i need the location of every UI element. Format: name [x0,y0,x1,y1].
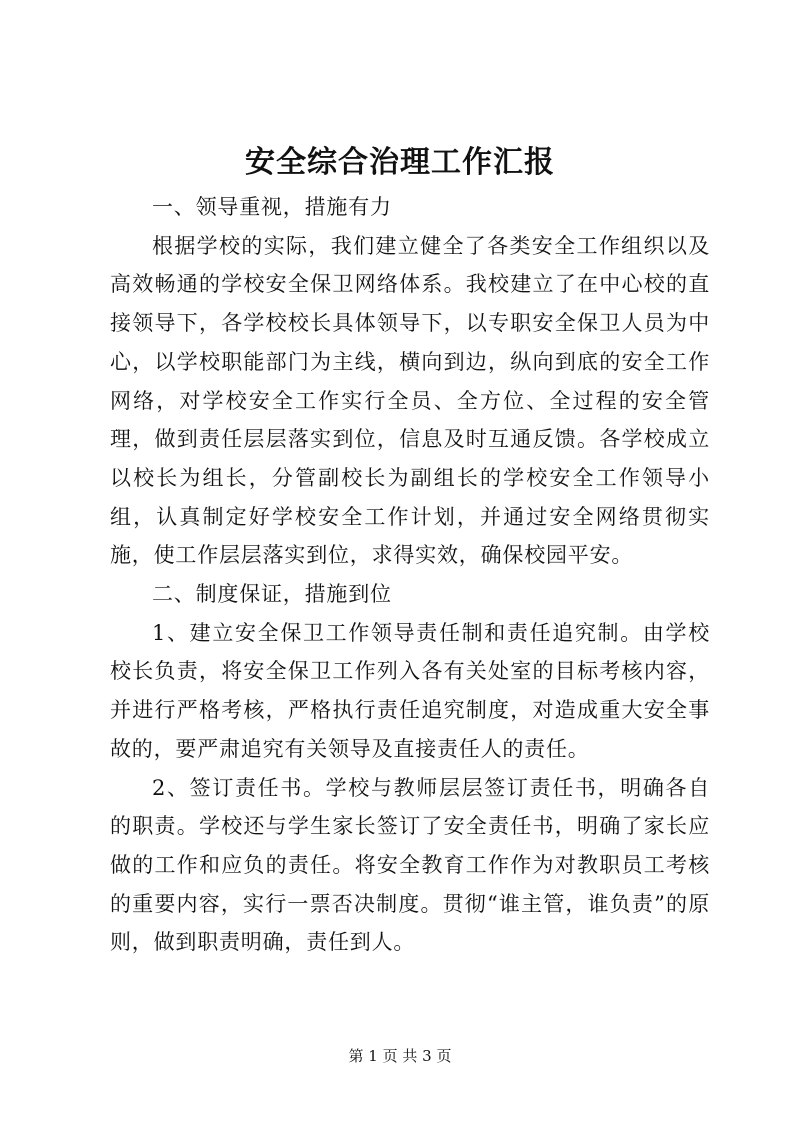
page-title: 安全综合治理工作汇报 [245,145,555,180]
heading-system-guarantee: 二、制度保证，措施到位 [152,582,392,607]
paragraph-organization: 根据学校的实际，我们建立健全了各类安全工作组织以及高效畅通的学校安全保卫网络体系。我校建立了在中心校的直接领导下，各学校校长具体领导下，以专职安全保卫人员为中心，以学校职能部门为主线，横向到边，纵向到底的安全工作网络，对学校安全工作实行全员、全方位、全过程的安全管理，做到责任层层落实到位，信息及时互通反馈。各学校成立以校长为组长，分管副校长为副组长的学校安全工作领导小组，认真制定好学校安全工作计划，并通过安全网络贯彻实施，使工作层层落实到位，求得实效，确保校园平安。 [110,233,710,568]
paragraph-responsibility-letter: 2、签订责任书。学校与教师层层签订责任书，明确各自的职责。学校还与学生家长签订了安全责任书，明确了家长应做的工作和应负的责任。将安全教育工作作为对教职员工考核的重要内容，实行一票否决制度。贯彻“谁主管，谁负责”的原则，做到职责明确，责任到人。 [110,775,710,955]
document-body [110,188,710,962]
paragraph-responsibility-system: 1、建立安全保卫工作领导责任制和责任追究制。由学校校长负责，将安全保卫工作列入各有关处室的目标考核内容，并进行严格考核，严格执行责任追究制度，对造成重大安全事故的，要严肃追究有关领导及直接责任人的责任。 [110,620,710,761]
page-footer: 第 1 页 共 3 页 [348,1047,452,1065]
heading-leadership: 一、领导重视，措施有力 [152,195,392,219]
